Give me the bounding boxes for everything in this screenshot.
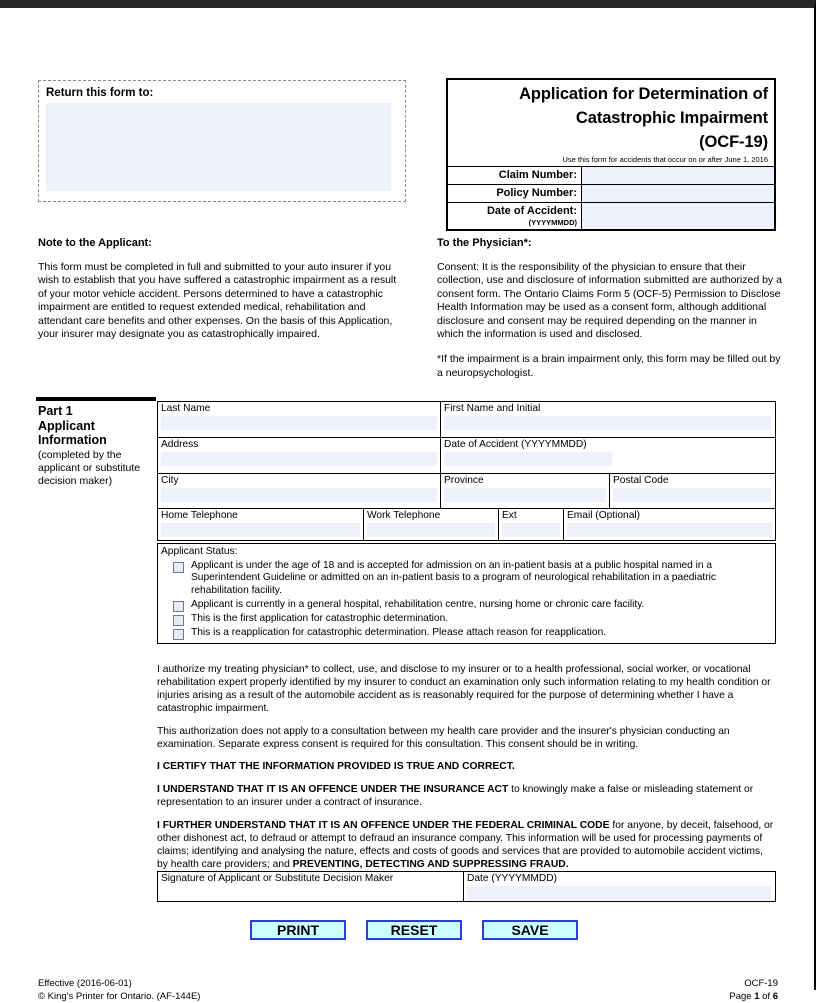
last-name-label: Last Name [161,403,440,415]
return-form-to-label: Return this form to: [46,86,398,100]
footer-page-current: 1 [754,991,759,1002]
signature-label: Signature of Applicant or Substitute Decision Maker [161,873,463,885]
home-telephone-input[interactable] [161,523,360,537]
policy-number-input[interactable] [582,185,774,202]
signature-row [157,871,776,902]
signature-cell [158,872,464,901]
email-input[interactable] [567,523,772,537]
city-input[interactable] [161,488,437,502]
date-of-accident-format-hint: (YYYYMMDD) [450,218,577,227]
signature-date-input[interactable] [467,886,771,900]
email-label: Email (Optional) [567,510,775,522]
address-input[interactable] [161,452,437,466]
applicant-status-box [157,543,776,644]
insurance-act-statement-bold: I UNDERSTAND THAT IT IS AN OFFENCE UNDER THE INSURANCE ACT [157,784,508,795]
print-button[interactable]: PRINT [250,920,346,940]
part1-title-line-1: Applicant [38,419,153,434]
insurance-act-statement [157,784,776,810]
work-telephone-input[interactable] [367,523,495,537]
ext-label: Ext [502,510,563,522]
date-of-accident-header-input[interactable] [582,203,774,229]
postal-code-input[interactable] [613,488,771,502]
postal-code-cell [610,474,775,508]
page-footer [38,978,778,1003]
certify-statement: I CERTIFY THAT THE INFORMATION PROVIDED IS TRUE AND CORRECT. [157,761,776,774]
part1-heading [38,404,153,488]
status-option-1[interactable] [161,560,771,598]
footer-form-code: OCF-19 [729,978,778,991]
city-label: City [161,475,440,487]
last-name-cell [158,402,441,437]
first-name-cell [441,402,775,437]
status-option-4-label: This is a reapplication for catastrophic determination. Please attach reason for reapplication. [191,627,771,640]
email-cell [564,509,775,540]
address-cell [158,438,441,473]
part1-rule [36,397,156,401]
policy-number-label: Policy Number: [448,185,582,202]
home-telephone-label: Home Telephone [161,510,363,522]
form-title-line-2: Catastrophic Impairment [448,104,774,128]
status-option-2[interactable] [161,599,771,612]
status-option-4[interactable] [161,627,771,640]
part1-title-line-2: Information [38,433,153,448]
city-cell [158,474,441,508]
address-label: Address [161,439,440,451]
work-telephone-cell [364,509,499,540]
authorization-paragraph-1: I authorize my treating physician* to collect, use, and disclose to my insurer or to a health professional, social worker, or vocational rehabilitation expert properly identified by my insurer to conduct an examination only such information relating to my health condition or injuries arising as a result of the automobile accident as is reasonably required for the purpose of determining whether I have a catastrophic impairment. [157,664,776,716]
date-of-accident-field-label: Date of Accident (YYYYMMDD) [444,439,775,451]
postal-code-label: Postal Code [613,475,775,487]
status-option-3[interactable] [161,613,771,626]
authorization-paragraph-2: This authorization does not apply to a consultation between my health care provider and the insurer's physician conducting an examination. Separate express consent is required for this consultation. This consent should be in writing. [157,726,776,752]
return-form-to-box [38,80,406,202]
form-sheet [0,16,804,998]
footer-page-middle: of [760,991,773,1002]
footer-effective-date: Effective (2016-06-01) [38,978,200,991]
signature-date-label: Date (YYYYMMDD) [467,873,775,885]
province-input[interactable] [444,488,606,502]
checkbox-icon[interactable] [173,562,184,573]
criminal-code-statement [157,820,776,872]
date-of-accident-label [448,203,582,229]
first-name-input[interactable] [444,416,771,430]
return-form-to-input[interactable] [46,103,391,191]
work-telephone-label: Work Telephone [367,510,498,522]
footer-copyright: © King's Printer for Ontario. (AF-144E) [38,991,200,1003]
status-option-1-label: Applicant is under the age of 18 and is accepted for admission on an in-patient basis at a public hospital named in a Superintendent Guideline or admitted on an in-patient basis to a program of neurological rehabilitation in a paediatric rehabilitation facility. [191,560,771,598]
date-of-accident-field-input[interactable] [444,452,612,466]
policy-number-row [448,184,774,202]
footer-right [729,978,778,1003]
first-name-label: First Name and Initial [444,403,775,415]
criminal-code-statement-bold: I FURTHER UNDERSTAND THAT IT IS AN OFFENCE UNDER THE FEDERAL CRIMINAL CODE [157,820,610,831]
address-row [158,438,775,474]
reset-button[interactable]: RESET [366,920,462,940]
date-of-accident-row [448,202,774,229]
footer-page-number [729,991,778,1003]
ext-cell [499,509,564,540]
province-label: Province [444,475,609,487]
province-cell [441,474,610,508]
applicant-status-heading: Applicant Status: [161,546,771,559]
note-to-physician [437,237,782,392]
ext-input[interactable] [502,523,560,537]
city-province-postal-row [158,474,775,509]
checkbox-icon[interactable] [173,629,184,640]
note-to-applicant-heading: Note to the Applicant: [38,237,406,250]
preventing-fraud-bold: PREVENTING, DETECTING AND SUPPRESSING FRAUD. [293,859,569,870]
part1-subtitle: (completed by the applicant or substitute decision maker) [38,449,153,488]
footer-page-total: 6 [773,991,778,1002]
footer-left [38,978,200,1003]
note-to-physician-heading: To the Physician*: [437,237,782,250]
home-telephone-cell [158,509,364,540]
signature-input[interactable] [161,886,460,900]
title-block [446,78,776,231]
last-name-input[interactable] [161,416,437,430]
footer-page-prefix: Page [729,991,754,1002]
insurance-act-statement-rest: to knowingly make a false or misleading statement or representation to an insurer under a contract of insurance. [157,784,753,808]
criminal-code-statement-rest: for anyone, by deceit, falsehood, or other dishonest act, to defraud or attempt to defraud an insurance company. This information will be used for processing payments of claims; identifying and analysing the nature, effects and costs of goods and services that are provided to automobile accident victims, by health care providers; and [157,820,773,870]
note-to-applicant-body: This form must be completed in full and submitted to your auto insurer if you wish to establish that you have suffered a catastrophic impairment as a result of your motor vehicle accident. Persons determined to have a catastrophic impairment are entitled to request extended medical, rehabilitation and attendant care benefits and other expenses. On the basis of this Application, your insurer may designate you as catastrophically impaired. [38,261,406,341]
save-button[interactable]: SAVE [482,920,578,940]
applicant-information-grid [157,401,776,541]
status-option-3-label: This is the first application for catastrophic determination. [191,613,771,626]
date-of-accident-label-text: Date of Accident: [487,205,577,217]
name-row [158,402,775,438]
claim-number-input[interactable] [582,167,774,184]
claim-number-label: Claim Number: [448,167,582,184]
status-option-2-label: Applicant is currently in a general hospital, rehabilitation centre, nursing home or chronic care facility. [191,599,771,612]
form-title-line-3: (OCF-19) [448,128,774,152]
note-to-applicant [38,237,406,353]
form-action-buttons [250,920,578,940]
date-of-accident-cell [441,438,775,473]
checkbox-icon[interactable] [173,615,184,626]
part1-number: Part 1 [38,404,153,419]
form-subtitle: Use this form for accidents that occur on or after June 1, 2016 [448,152,774,166]
telephone-email-row [158,509,775,540]
checkbox-icon[interactable] [173,601,184,612]
signature-date-cell [464,872,775,901]
form-title-line-1: Application for Determination of [448,80,774,104]
note-to-physician-body: Consent: It is the responsibility of the physician to ensure that their collection, use and disclosure of information submitted are authorized by a consent form. The Ontario Claims Form 5 (OCF-5) Permission to Disclose Health Information may be used as a consent form, although additional disclosure and consent may be required depending on the manner in which the information is used and disclosed. [437,261,782,341]
claim-number-row [448,166,774,184]
authorization-text [157,664,776,882]
note-to-physician-footnote: *If the impairment is a brain impairment only, this form may be filled out by a neuropsychologist. [437,353,782,380]
